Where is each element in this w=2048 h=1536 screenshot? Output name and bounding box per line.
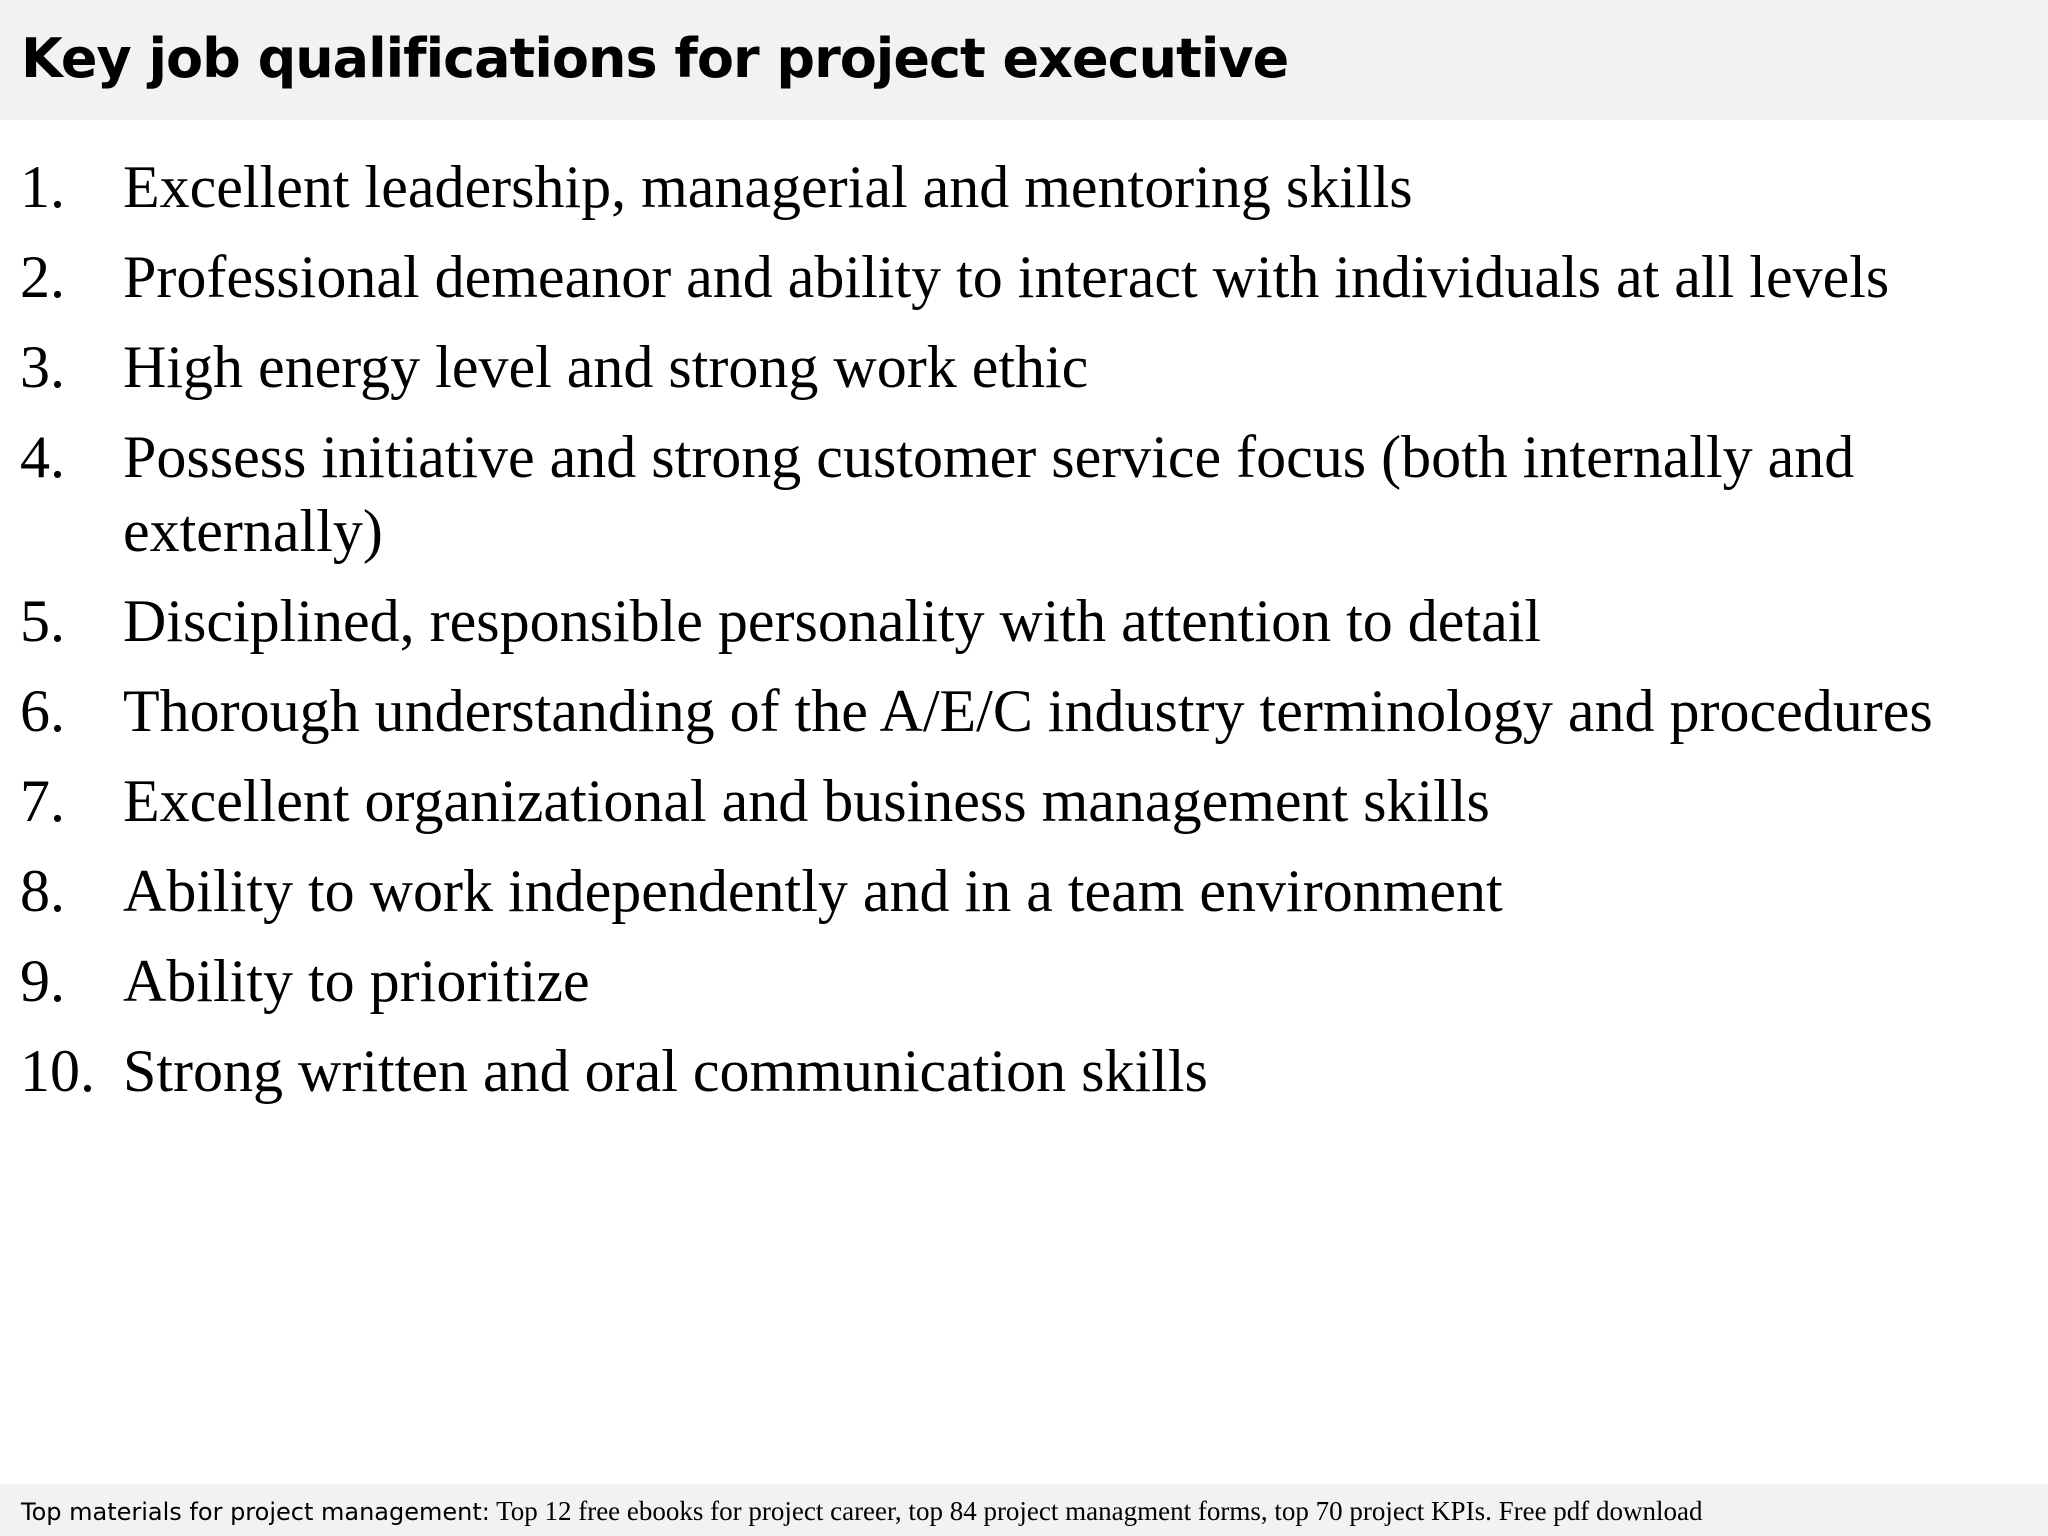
item-text: High energy level and strong work ethic (123, 334, 1089, 400)
item-number: 3. (20, 334, 65, 400)
item-text: Thorough understanding of the A/E/C industry terminology and procedures (123, 678, 1933, 744)
list-item (20, 584, 2030, 658)
item-text: Ability to work independently and in a team environment (123, 858, 1503, 924)
footer-body: Top 12 free ebooks for project career, top 84 project managment forms, top 70 project KPIs. Free pdf download (489, 1496, 1703, 1526)
item-number: 6. (20, 678, 65, 744)
list-item (20, 854, 2030, 928)
item-number: 1. (20, 154, 65, 220)
item-text: Professional demeanor and ability to interact with individuals at all levels (123, 244, 1890, 310)
list-item (20, 240, 2030, 314)
item-text: Excellent leadership, managerial and mentoring skills (123, 154, 1413, 220)
list-item (20, 330, 2030, 404)
list-item (20, 1034, 2030, 1108)
list-item (20, 764, 2030, 838)
footer-bar (0, 1484, 2048, 1536)
item-number: 5. (20, 588, 65, 654)
item-text: Possess initiative and strong customer service focus (both internally and externally) (123, 424, 1855, 564)
item-text: Ability to prioritize (123, 948, 590, 1014)
footer-prefix: Top materials for project management: (21, 1498, 490, 1526)
item-number: 10. (20, 1038, 95, 1104)
qualifications-list (20, 150, 2030, 1124)
page-title: Key job qualifications for project executive (21, 27, 1289, 90)
item-number: 8. (20, 858, 65, 924)
item-text: Excellent organizational and business management skills (123, 768, 1490, 834)
list-item (20, 420, 2030, 568)
item-number: 4. (20, 424, 65, 490)
list-item (20, 944, 2030, 1018)
item-number: 2. (20, 244, 65, 310)
item-text: Strong written and oral communication skills (123, 1038, 1208, 1104)
item-number: 7. (20, 768, 65, 834)
item-text: Disciplined, responsible personality with attention to detail (123, 588, 1542, 654)
list-item (20, 674, 2030, 748)
title-bar (0, 0, 2048, 120)
footer-text (21, 1494, 1703, 1529)
item-number: 9. (20, 948, 65, 1014)
list-item (20, 150, 2030, 224)
